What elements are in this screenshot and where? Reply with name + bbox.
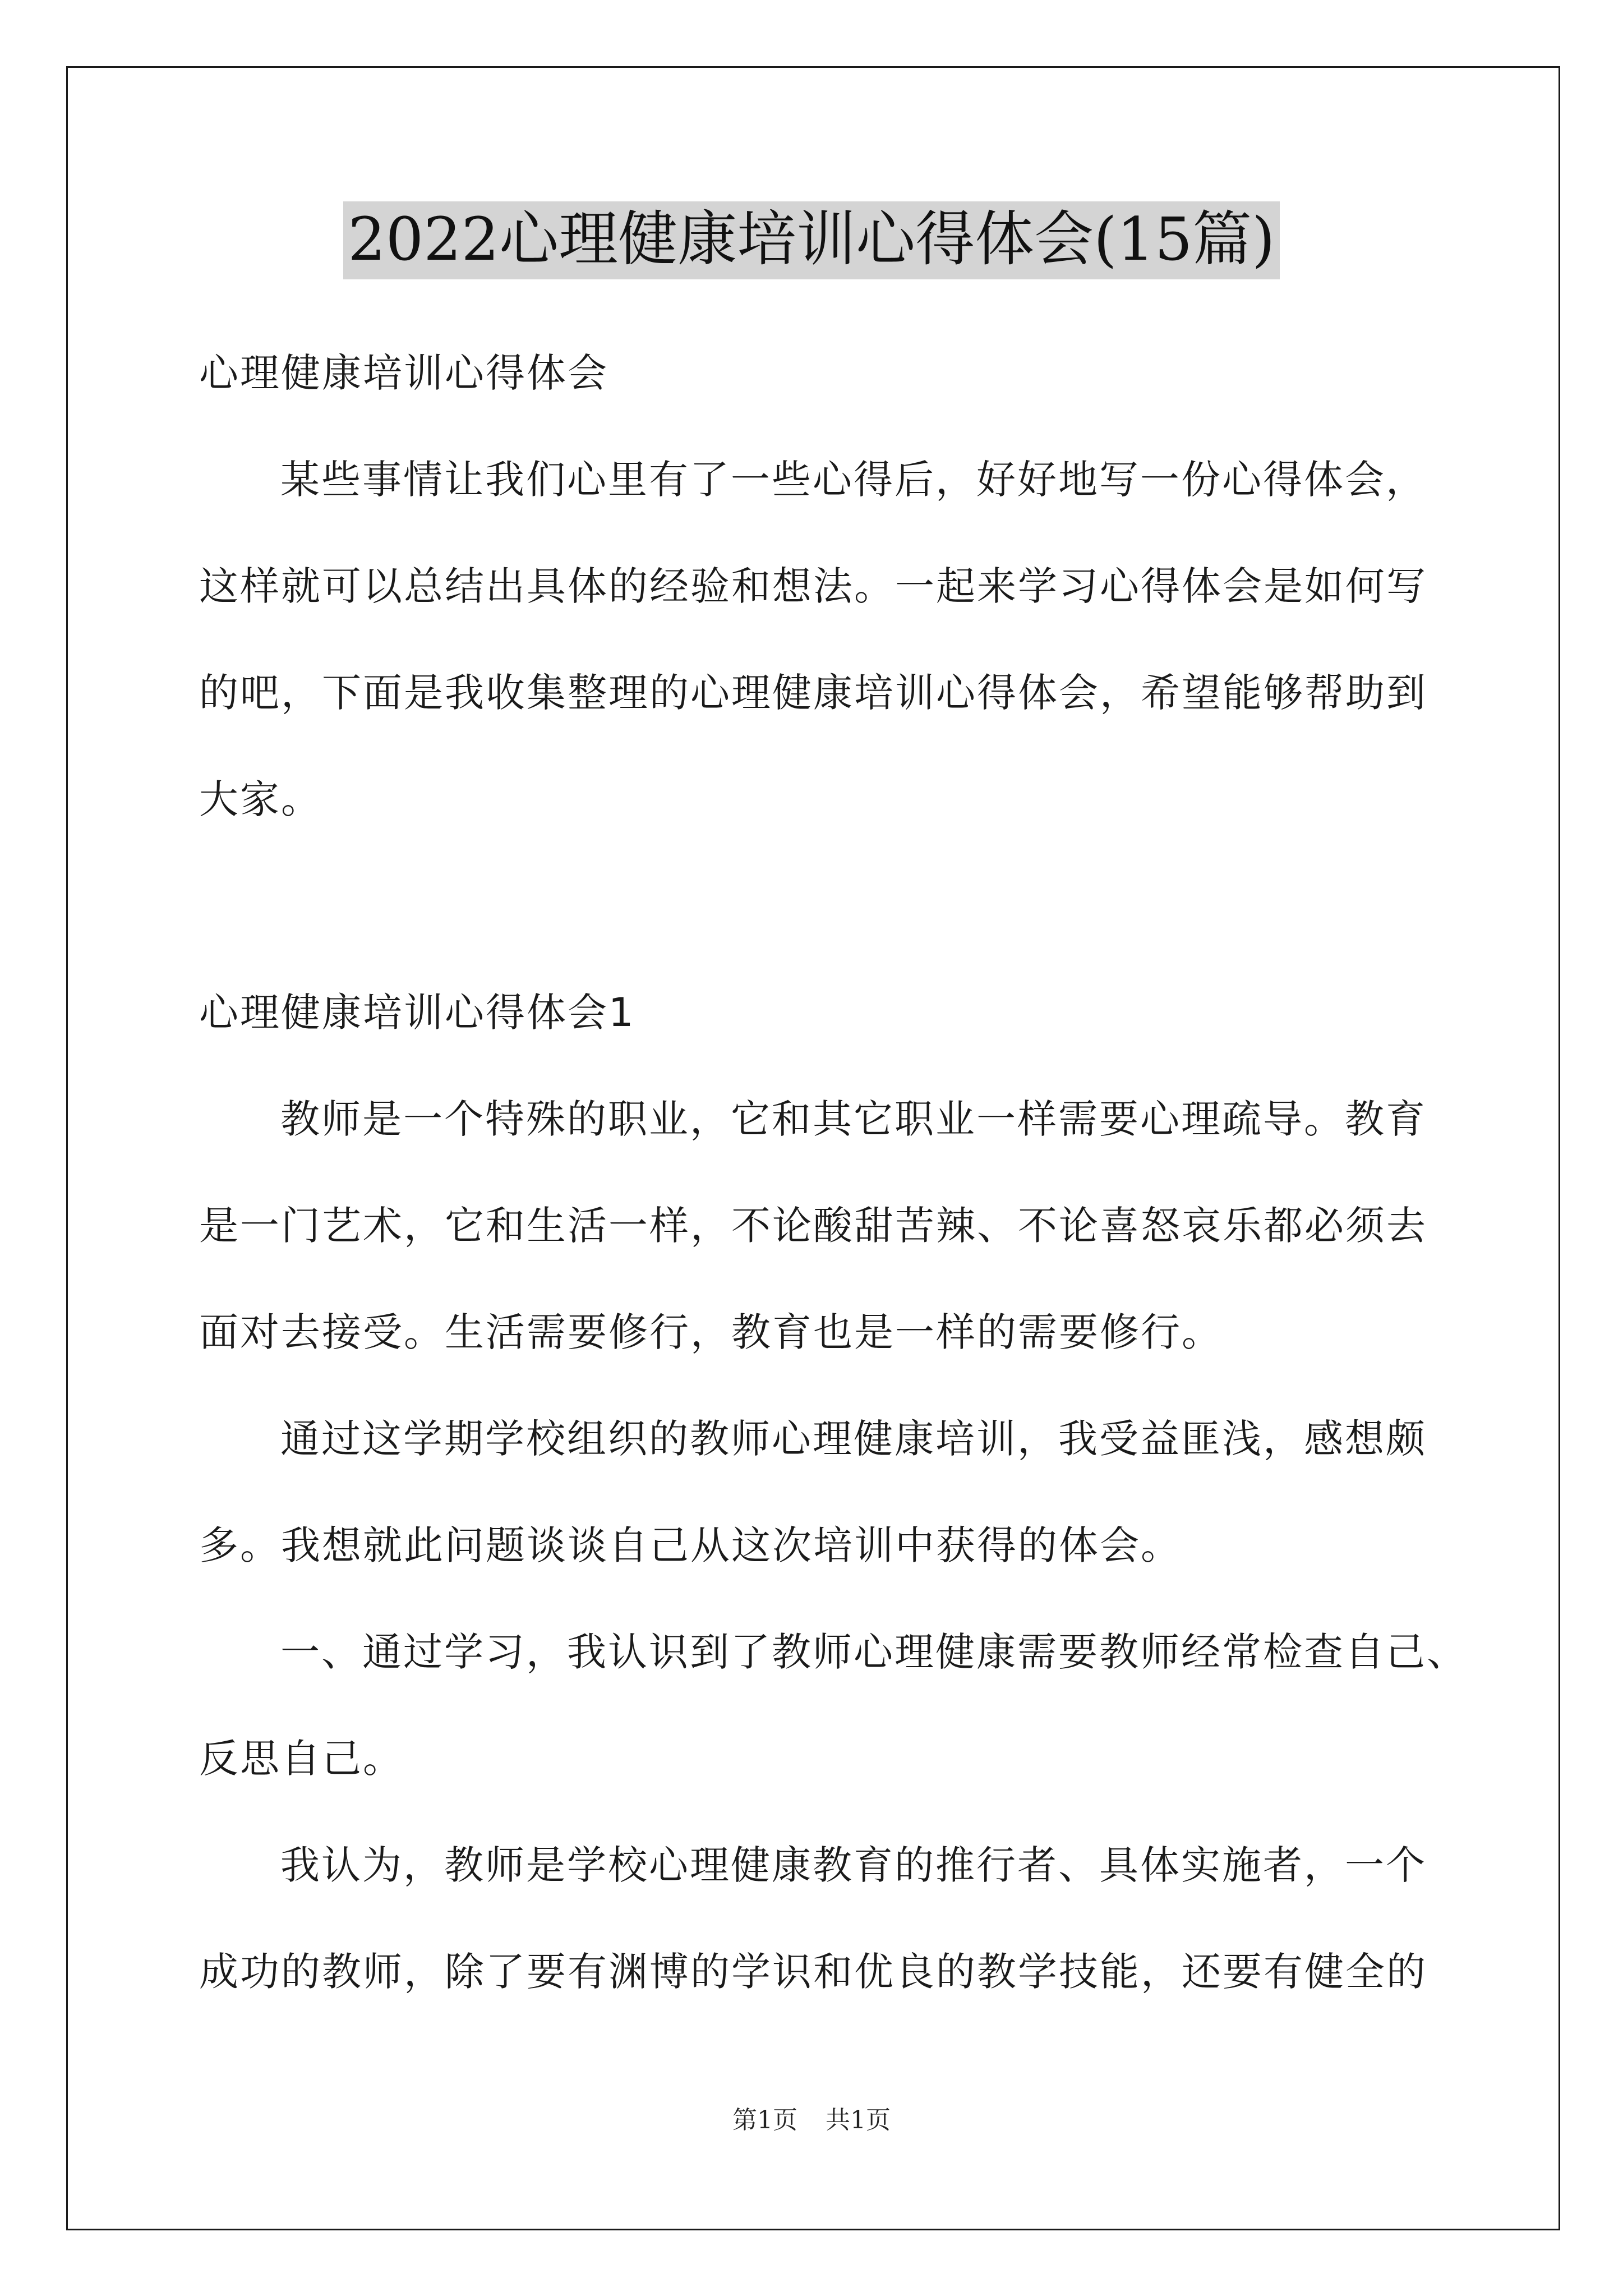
paragraph-line: 成功的教师，除了要有渊博的学识和优良的教学技能，还要有健全的 <box>199 1949 1427 1995</box>
paragraph-line: 面对去接受。生活需要修行，教育也是一样的需要修行。 <box>199 1309 1223 1355</box>
paragraph-line: 某些事情让我们心里有了一些心得后，好好地写一份心得体会， <box>280 457 1427 503</box>
paragraph-line: 我认为，教师是学校心理健康教育的推行者、具体实施者，一个 <box>280 1842 1427 1888</box>
paragraph-line: 一、通过学习，我认识到了教师心理健康需要教师经常检查自己、 <box>280 1629 1468 1675</box>
paragraph-line: 教师是一个特殊的职业，它和其它职业一样需要心理疏导。教育 <box>280 1096 1427 1142</box>
paragraph-line: 这样就可以总结出具体的经验和想法。一起来学习心得体会是如何写 <box>199 563 1427 609</box>
section-heading: 心理健康培训心得体会1 <box>199 990 635 1036</box>
document-title-text: 2022心理健康培训心得体会(15篇) <box>343 201 1279 279</box>
paragraph-line: 多。我想就此问题谈谈自己从这次培训中获得的体会。 <box>199 1522 1182 1568</box>
total-pages-label: 共1页 <box>826 2106 891 2134</box>
paragraph-line: 的吧，下面是我收集整理的心理健康培训心得体会，希望能够帮助到 <box>199 670 1427 716</box>
current-page-label: 第1页 <box>732 2106 797 2134</box>
paragraph-line: 通过这学期学校组织的教师心理健康培训，我受益匪浅，感想颇 <box>280 1416 1427 1462</box>
paragraph-line: 大家。 <box>199 776 322 822</box>
document-title <box>0 197 1623 282</box>
paragraph-line: 是一门艺术，它和生活一样，不论酸甜苦辣、不论喜怒哀乐都必须去 <box>199 1203 1427 1249</box>
paragraph-line: 反思自己。 <box>199 1736 404 1782</box>
section-heading: 心理健康培训心得体会 <box>199 350 608 396</box>
page-footer <box>0 2104 1623 2137</box>
